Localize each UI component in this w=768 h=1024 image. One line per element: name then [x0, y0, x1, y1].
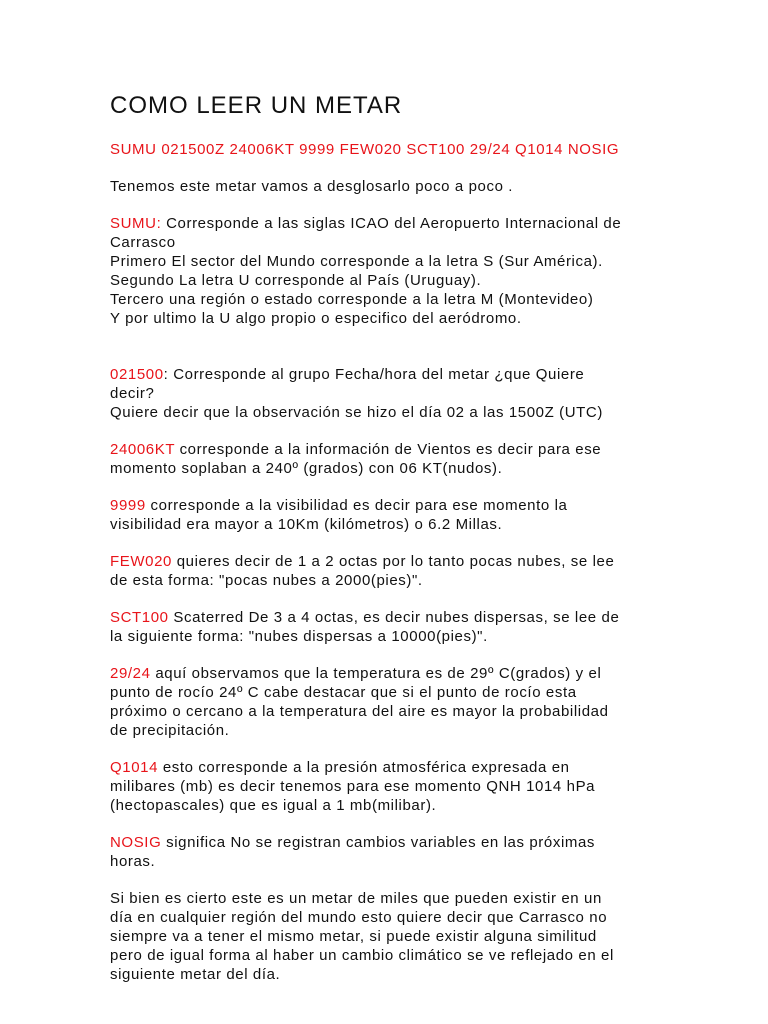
pressure-line-2: milibares (mb) es decir tenemos para ese momento QNH 1014 hPa: [110, 778, 596, 795]
wind-code: 24006KT: [110, 441, 175, 458]
few-text-1: quieres decir de 1 a 2 octas por lo tanto pocas nubes, se lee: [171, 553, 615, 570]
closing-line-1: Si bien es cierto este es un metar de miles que pueden existir en un: [110, 890, 602, 907]
section-closing: [110, 889, 670, 984]
sumu-line-3: Primero El sector del Mundo corresponde a la letra S (Sur América).: [110, 253, 603, 270]
metar-code-block: [110, 140, 670, 159]
wind-line-2: momento soplaban a 240º (grados) con 06 KT(nudos).: [110, 460, 503, 477]
datetime-line-2: decir?: [110, 385, 155, 402]
closing-line-3: siempre va a tener el mismo metar, si puede existir alguna similitud: [110, 928, 597, 945]
temp-text-1: aquí observamos que la temperatura es de 29º C(grados) y el: [150, 665, 602, 682]
pressure-text-1: esto corresponde a la presión atmosférica expresada en: [158, 759, 570, 776]
sumu-line-6: Y por ultimo la U algo propio o especifico del aeródromo.: [110, 310, 522, 327]
intro-paragraph: [110, 177, 670, 196]
section-few: [110, 552, 670, 590]
nosig-line-2: horas.: [110, 853, 156, 870]
closing-line-5: siguiente metar del día.: [110, 966, 281, 983]
nosig-text-1: significa No se registran cambios variables en las próximas: [161, 834, 596, 851]
wind-text-1: corresponde a la información de Vientos es decir para ese: [174, 441, 602, 458]
wind-line-1: [110, 440, 670, 459]
sct-code: SCT100: [110, 609, 169, 626]
sct-text-1: Scaterred De 3 a 4 octas, es decir nubes dispersas, se lee de: [168, 609, 620, 626]
intro-text: Tenemos este metar vamos a desglosarlo poco a poco .: [110, 178, 514, 195]
visibility-line-1: [110, 496, 670, 515]
temp-line-1: [110, 664, 670, 683]
temp-line-3: próximo o cercano a la temperatura del aire es mayor la probabilidad: [110, 703, 609, 720]
sct-line-2: la siguiente forma: "nubes dispersas a 10000(pies)".: [110, 628, 488, 645]
sumu-text-1: Corresponde a las siglas ICAO del Aeropuerto Internacional de: [161, 215, 622, 232]
visibility-text-1: corresponde a la visibilidad es decir para ese momento la: [145, 497, 568, 514]
few-line-1: [110, 552, 670, 571]
section-wind: [110, 440, 670, 478]
section-temp: [110, 664, 670, 740]
document-page: [110, 92, 670, 1002]
page-title: COMO LEER UN METAR: [110, 92, 403, 119]
nosig-code: NOSIG: [110, 834, 162, 851]
sumu-line-2: Carrasco: [110, 234, 176, 251]
section-sumu: [110, 214, 670, 328]
visibility-code: 9999: [110, 497, 146, 514]
section-pressure: [110, 758, 670, 815]
section-sct: [110, 608, 670, 646]
section-nosig: [110, 833, 670, 871]
sumu-line-1: [110, 214, 670, 233]
section-visibility: [110, 496, 670, 534]
few-line-2: de esta forma: "pocas nubes a 2000(pies)".: [110, 572, 423, 589]
temp-line-4: de precipitación.: [110, 722, 230, 739]
datetime-code: 021500: [110, 366, 164, 383]
temp-line-2: punto de rocío 24º C cabe destacar que si el punto de rocío esta: [110, 684, 577, 701]
sumu-code: SUMU:: [110, 215, 162, 232]
visibility-line-2: visibilidad era mayor a 10Km (kilómetros) o 6.2 Millas.: [110, 516, 503, 533]
pressure-line-1: [110, 758, 670, 777]
pressure-line-3: (hectopascales) que es igual a 1 mb(milibar).: [110, 797, 437, 814]
datetime-line-1: [110, 365, 670, 384]
few-code: FEW020: [110, 553, 172, 570]
sct-line-1: [110, 608, 670, 627]
metar-code: SUMU 021500Z 24006KT 9999 FEW020 SCT100 29/24 Q1014 NOSIG: [110, 141, 620, 158]
pressure-code: Q1014: [110, 759, 159, 776]
datetime-line-3: Quiere decir que la observación se hizo el día 02 a las 1500Z (UTC): [110, 404, 603, 421]
nosig-line-1: [110, 833, 670, 852]
section-datetime: [110, 365, 670, 422]
closing-line-2: día en cualquier región del mundo esto quiere decir que Carrasco no: [110, 909, 608, 926]
sumu-line-5: Tercero una región o estado corresponde a la letra M (Montevideo): [110, 291, 594, 308]
temp-code: 29/24: [110, 665, 151, 682]
closing-line-4: pero de igual forma al haber un cambio climático se ve reflejado en el: [110, 947, 614, 964]
datetime-text-1: : Corresponde al grupo Fecha/hora del metar ¿que Quiere: [163, 366, 585, 383]
sumu-line-4: Segundo La letra U corresponde al País (Uruguay).: [110, 272, 482, 289]
